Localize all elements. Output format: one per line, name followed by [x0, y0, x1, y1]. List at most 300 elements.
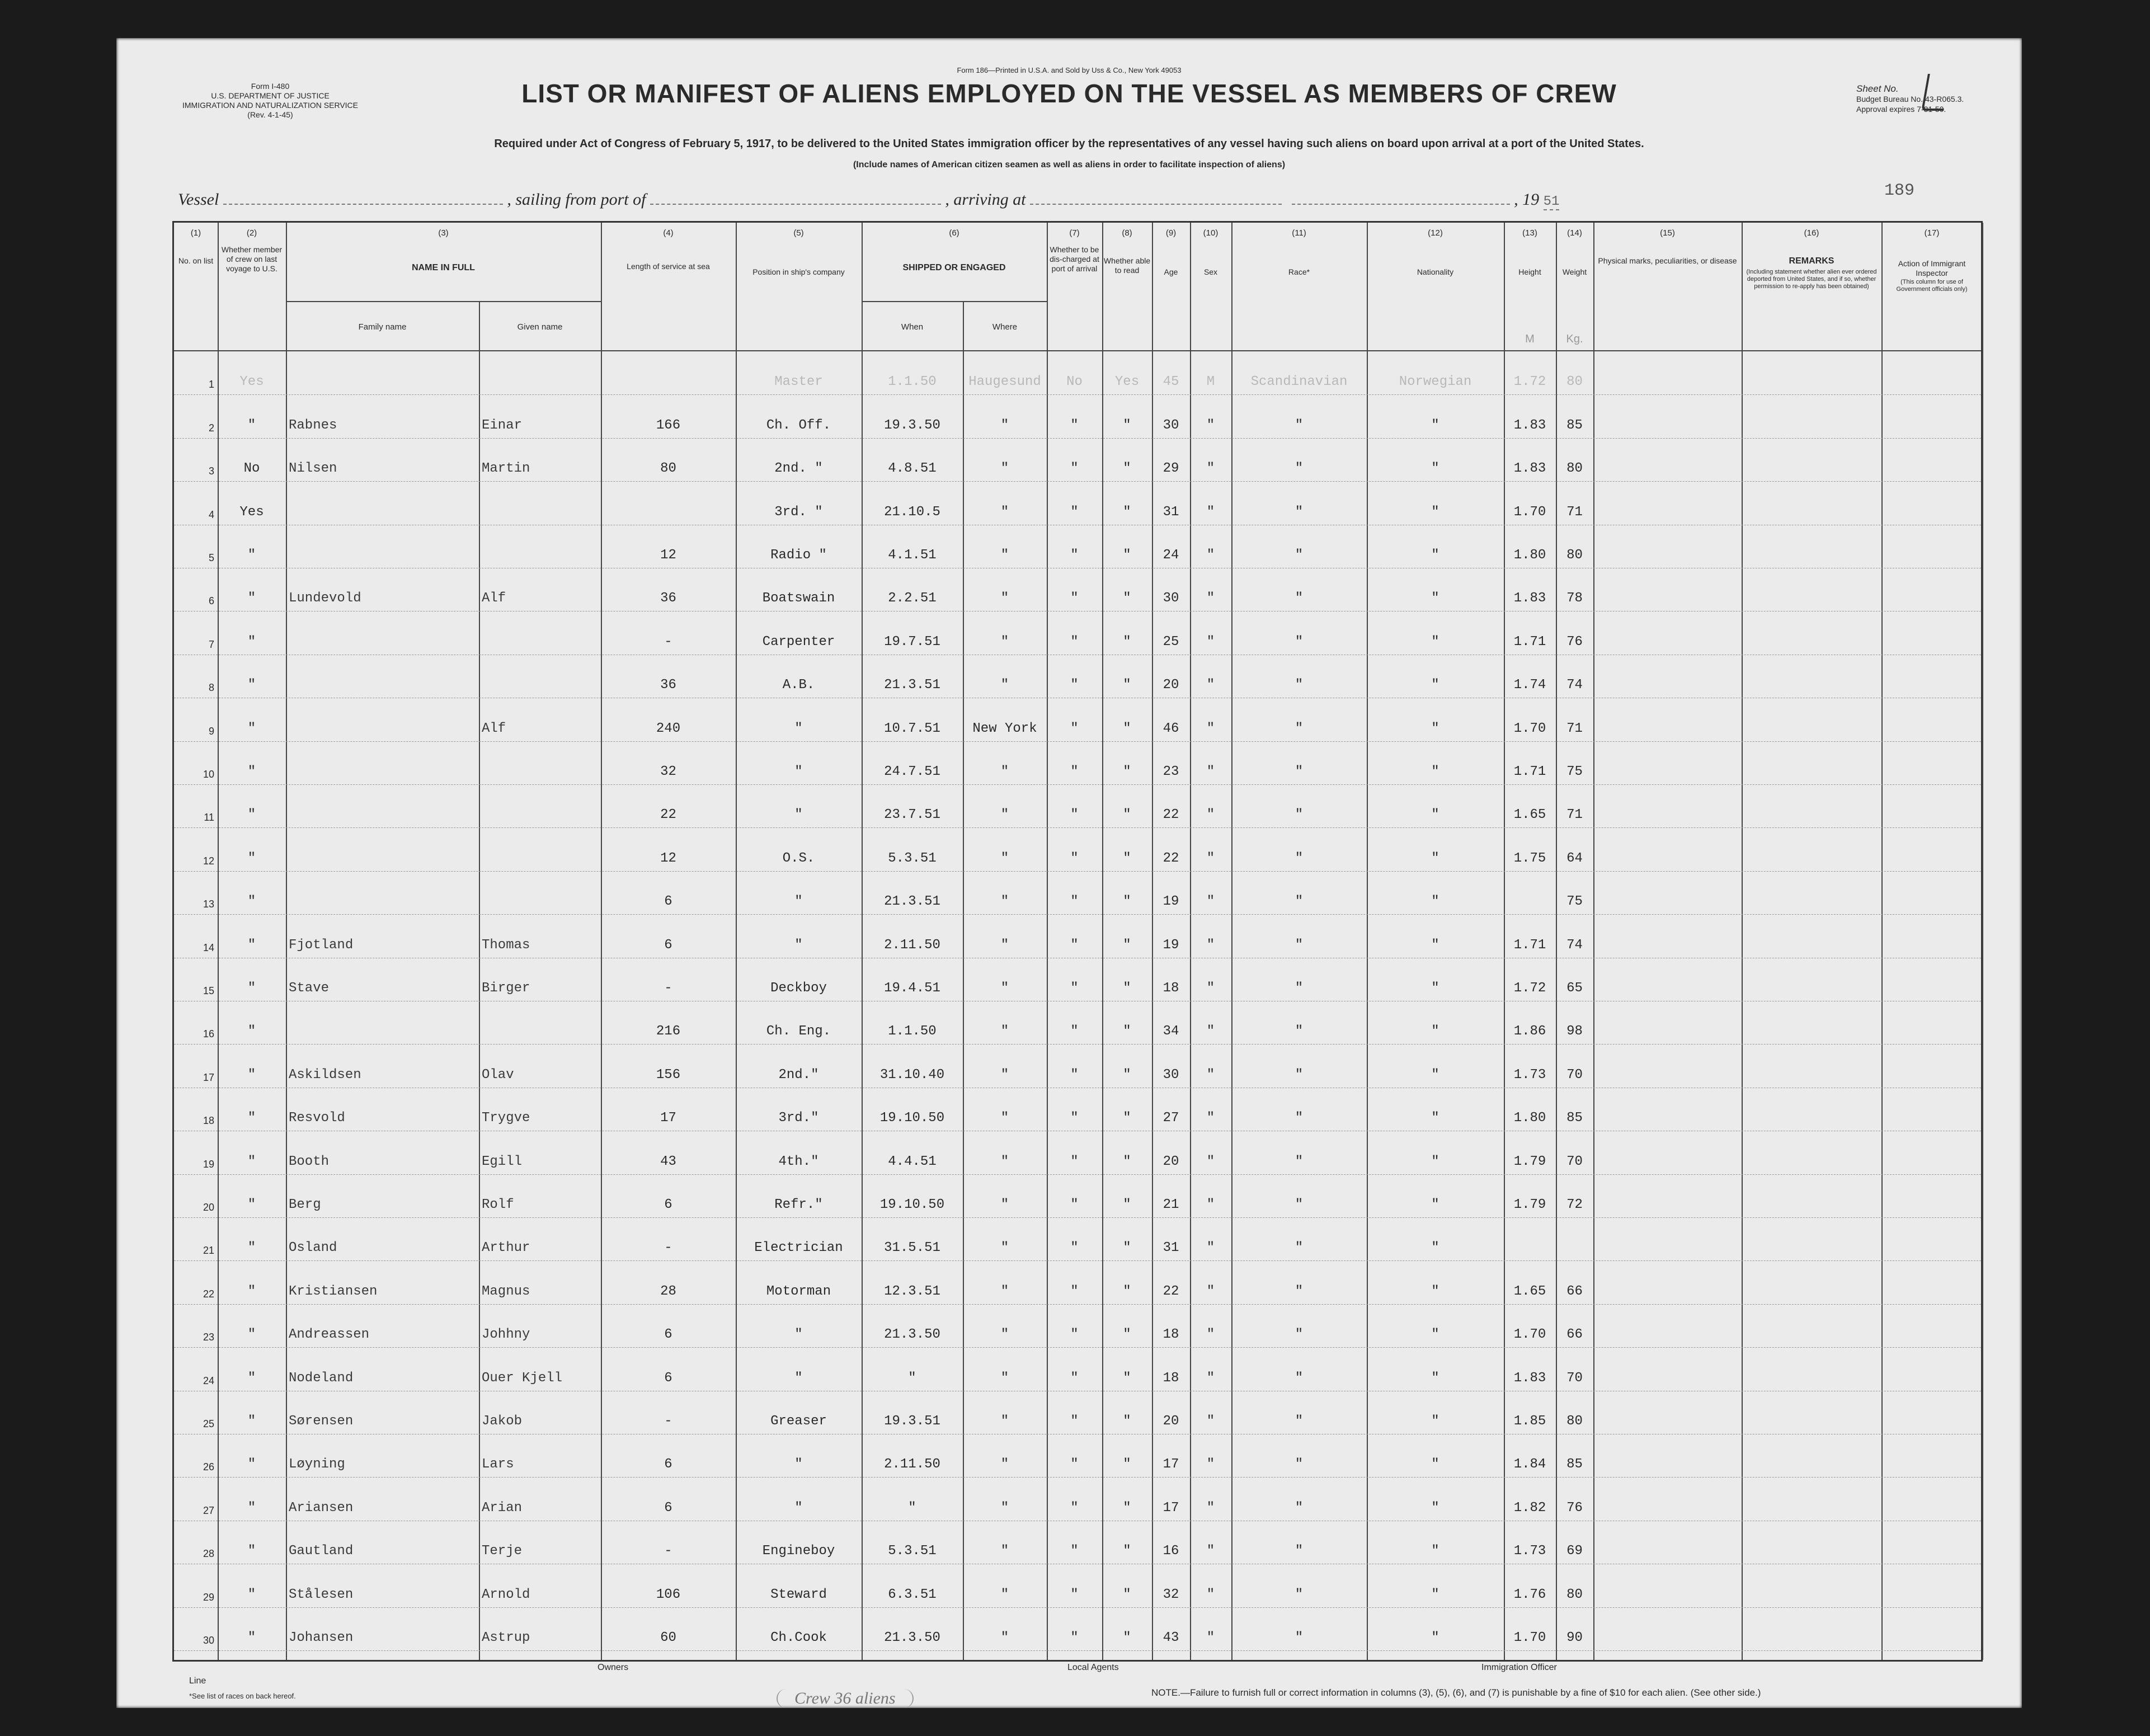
table-row: [174, 352, 1981, 396]
race-cell: ": [1295, 1630, 1304, 1645]
sex-cell: ": [1206, 678, 1215, 693]
col-crew-header: Whether member of crew on last voyage to U.S.: [221, 245, 283, 273]
service-cell: 43: [660, 1154, 676, 1169]
crew-cell: Yes: [239, 504, 264, 520]
row-rule: [174, 827, 1981, 828]
where-cell: ": [1000, 504, 1009, 520]
service-name: IMMIGRATION AND NATURALIZATION SERVICE: [182, 101, 358, 110]
column-number: (2): [246, 228, 257, 238]
height-cell: 1.74: [1513, 678, 1546, 693]
col-position-header: Position in ship's company: [752, 267, 845, 276]
row-rule: [174, 1607, 1981, 1608]
nationality-cell: ": [1431, 1457, 1439, 1472]
when-cell: 10.7.51: [884, 721, 940, 736]
table-row: [174, 656, 1981, 699]
crew-manifest-table: [172, 221, 1983, 1662]
read-cell: ": [1123, 721, 1131, 736]
nationality-cell: ": [1431, 1587, 1439, 1602]
col-height-header: Height: [1518, 267, 1541, 276]
row-rule: [174, 1304, 1981, 1305]
race-cell: ": [1295, 678, 1304, 693]
when-cell: 19.4.51: [884, 980, 940, 996]
col-age-header: Age: [1164, 267, 1178, 276]
given-name-cell: Egill: [482, 1154, 523, 1169]
pencil-annotation: Crew 36 aliens: [777, 1689, 914, 1708]
sex-cell: ": [1206, 1024, 1215, 1039]
weight-cell: 76: [1566, 634, 1583, 650]
sex-cell: ": [1206, 1197, 1215, 1212]
race-cell: ": [1295, 894, 1304, 910]
sex-cell: ": [1206, 504, 1215, 520]
height-cell: 1.83: [1513, 417, 1546, 433]
table-row: [174, 1262, 1981, 1305]
where-cell: ": [1000, 1457, 1009, 1472]
service-cell: 6: [664, 1197, 672, 1212]
line-number: 27: [203, 1504, 214, 1516]
line-number: 17: [203, 1071, 214, 1083]
read-cell: ": [1123, 1544, 1131, 1559]
race-cell: ": [1295, 937, 1304, 953]
read-cell: ": [1123, 1154, 1131, 1169]
sex-cell: ": [1206, 1587, 1215, 1602]
column-number: (13): [1522, 228, 1537, 238]
nationality-cell: ": [1431, 1370, 1439, 1386]
position-cell: Carpenter: [762, 634, 835, 650]
table-row: [174, 1435, 1981, 1478]
crew-cell: ": [247, 807, 256, 823]
inclusion-note: (Include names of American citizen seamen as well as aliens in order to facilitate inspection of aliens): [853, 160, 1286, 170]
read-cell: ": [1123, 937, 1131, 953]
position-cell: Ch. Eng.: [766, 1024, 831, 1039]
weight-cell: 78: [1566, 591, 1583, 606]
discharge-cell: ": [1070, 504, 1079, 520]
given-name-cell: Jakob: [482, 1413, 523, 1429]
row-rule: [174, 1650, 1981, 1651]
weight-unit: Kg.: [1566, 333, 1583, 345]
where-cell: ": [1000, 1111, 1009, 1126]
race-cell: ": [1295, 591, 1304, 606]
sex-cell: ": [1206, 417, 1215, 433]
sheet-number: 189: [1884, 181, 1915, 200]
service-cell: 166: [656, 417, 681, 433]
age-cell: 18: [1163, 1370, 1179, 1386]
table-row: [174, 959, 1981, 1002]
nationality-cell: ": [1431, 1500, 1439, 1516]
where-cell: ": [1000, 937, 1009, 953]
service-cell: 6: [664, 1500, 672, 1516]
read-cell: ": [1123, 1327, 1131, 1343]
weight-cell: 71: [1566, 721, 1583, 736]
family-name-cell: Sørensen: [289, 1413, 354, 1429]
sex-cell: ": [1206, 1630, 1215, 1645]
col-read-header: Whether able to read: [1103, 256, 1151, 275]
department-name: U.S. DEPARTMENT OF JUSTICE: [211, 91, 330, 100]
col-shipped-header: SHIPPED OR ENGAGED: [902, 263, 1006, 272]
form-footer: [172, 1659, 1983, 1704]
weight-cell: 75: [1566, 894, 1583, 910]
table-row: [174, 1132, 1981, 1175]
nationality-cell: ": [1431, 1283, 1439, 1299]
discharge-cell: ": [1070, 461, 1079, 477]
table-row: [174, 1608, 1981, 1652]
nationality-cell: ": [1431, 461, 1439, 477]
requirement-statement: Required under Act of Congress of February 5, 1917, to be delivered to the United States immigration officer by the representatives of any vessel having such aliens on board upon arrival at a port of the United States.: [494, 138, 1644, 150]
height-cell: 1.73: [1513, 1067, 1546, 1083]
crew-cell: ": [247, 1457, 256, 1472]
sex-cell: ": [1206, 1500, 1215, 1516]
when-cell: 19.10.50: [879, 1197, 945, 1212]
table-row: [174, 1002, 1981, 1045]
subheader-rule: [862, 301, 1047, 302]
nationality-cell: ": [1431, 1327, 1439, 1343]
line-number: 19: [203, 1158, 214, 1170]
owners-label: Owners: [598, 1663, 629, 1672]
weight-cell: 74: [1566, 937, 1583, 953]
sex-cell: ": [1206, 1413, 1215, 1429]
sex-cell: ": [1206, 850, 1215, 866]
service-cell: 32: [660, 764, 676, 779]
given-name-cell: Olav: [482, 1067, 514, 1083]
sex-cell: ": [1206, 591, 1215, 606]
sex-cell: ": [1206, 937, 1215, 953]
line-label: Line: [189, 1676, 206, 1686]
height-cell: 1.71: [1513, 634, 1546, 650]
given-name-cell: Rolf: [482, 1197, 514, 1212]
position-cell: Ch.Cook: [770, 1630, 827, 1645]
service-cell: 240: [656, 721, 681, 736]
service-cell: 12: [660, 850, 676, 866]
where-cell: ": [1000, 894, 1009, 910]
position-cell: 3rd.": [778, 1111, 819, 1126]
read-cell: ": [1123, 678, 1131, 693]
discharge-cell: ": [1070, 1067, 1079, 1083]
height-cell: 1.82: [1513, 1500, 1546, 1516]
line-number: 10: [203, 768, 214, 780]
weight-cell: 75: [1566, 764, 1583, 779]
column-number: (15): [1660, 228, 1675, 238]
age-cell: 20: [1163, 1154, 1179, 1169]
line-number: 12: [203, 855, 214, 867]
age-cell: 30: [1163, 591, 1179, 606]
table-row: [174, 612, 1981, 655]
nationality-cell: ": [1431, 1630, 1439, 1645]
table-row: [174, 829, 1981, 872]
service-cell: 12: [660, 547, 676, 563]
discharge-cell: ": [1070, 980, 1079, 996]
given-name-cell: Thomas: [482, 937, 530, 953]
given-name-cell: Arian: [482, 1500, 523, 1516]
race-cell: ": [1295, 1413, 1304, 1429]
discharge-cell: ": [1070, 1240, 1079, 1256]
where-cell: ": [1000, 1067, 1009, 1083]
vessel-line: [178, 189, 1559, 209]
where-cell: ": [1000, 1500, 1009, 1516]
weight-cell: 66: [1566, 1283, 1583, 1299]
read-cell: ": [1123, 807, 1131, 823]
read-cell: ": [1123, 764, 1131, 779]
line-number: 21: [203, 1245, 214, 1257]
crew-cell: ": [247, 591, 256, 606]
age-cell: 20: [1163, 1413, 1179, 1429]
when-cell: 21.3.50: [884, 1630, 940, 1645]
service-cell: 36: [660, 678, 676, 693]
position-cell: Deckboy: [770, 980, 827, 996]
position-cell: 3rd. ": [774, 504, 823, 520]
table-row: [174, 569, 1981, 612]
discharge-cell: ": [1070, 591, 1079, 606]
discharge-cell: ": [1070, 1111, 1079, 1126]
read-cell: Yes: [1114, 374, 1140, 390]
service-cell: -: [664, 1413, 672, 1429]
col-family-header: Family name: [358, 322, 407, 332]
age-cell: 46: [1163, 721, 1179, 736]
when-cell: 23.7.51: [884, 807, 940, 823]
when-cell: ": [908, 1500, 916, 1516]
read-cell: ": [1123, 1197, 1131, 1212]
position-cell: ": [794, 1500, 803, 1516]
where-cell: ": [1000, 1630, 1009, 1645]
sex-cell: ": [1206, 1457, 1215, 1472]
age-cell: 30: [1163, 1067, 1179, 1083]
nationality-cell: ": [1431, 1067, 1439, 1083]
when-cell: 21.3.51: [884, 678, 940, 693]
age-cell: 22: [1163, 850, 1179, 866]
discharge-cell: ": [1070, 894, 1079, 910]
where-cell: ": [1000, 1197, 1009, 1212]
race-cell: ": [1295, 1370, 1304, 1386]
table-row: [174, 872, 1981, 915]
nationality-cell: ": [1431, 547, 1439, 563]
crew-cell: ": [247, 764, 256, 779]
penalty-note: NOTE.—Failure to furnish full or correct information in columns (3), (5), (6), and (7) is punishable by a fine of $10 for each alien. (See other side.): [1151, 1687, 1761, 1698]
age-cell: 43: [1163, 1630, 1179, 1645]
col-when-header: When: [901, 322, 924, 332]
line-number: 5: [208, 552, 214, 563]
crew-cell: ": [247, 1197, 256, 1212]
vessel-field: [223, 189, 503, 205]
column-rule: [1982, 223, 1983, 1660]
race-cell: ": [1295, 1544, 1304, 1559]
weight-cell: 70: [1566, 1154, 1583, 1169]
where-cell: ": [1000, 634, 1009, 650]
crew-cell: ": [247, 1154, 256, 1169]
service-cell: -: [664, 980, 672, 996]
where-cell: ": [1000, 980, 1009, 996]
when-cell: 24.7.51: [884, 764, 940, 779]
given-name-cell: Lars: [482, 1457, 514, 1472]
family-name-cell: Nilsen: [289, 461, 337, 477]
table-row: [174, 1219, 1981, 1262]
race-cell: ": [1295, 1500, 1304, 1516]
race-cell: ": [1295, 980, 1304, 996]
table-row: [174, 742, 1981, 785]
discharge-cell: ": [1070, 678, 1079, 693]
race-cell: ": [1295, 504, 1304, 520]
crew-cell: ": [247, 1630, 256, 1645]
when-cell: 4.4.51: [888, 1154, 937, 1169]
given-name-cell: Arnold: [482, 1587, 530, 1602]
sex-cell: ": [1206, 721, 1215, 736]
column-number: (17): [1924, 228, 1940, 238]
age-cell: 31: [1163, 1240, 1179, 1256]
crew-cell: ": [247, 547, 256, 563]
column-number: (14): [1567, 228, 1582, 238]
when-cell: 5.3.51: [888, 850, 937, 866]
height-cell: 1.71: [1513, 764, 1546, 779]
line-number: 25: [203, 1418, 214, 1429]
where-cell: ": [1000, 1024, 1009, 1039]
row-rule: [174, 481, 1981, 482]
service-cell: 6: [664, 894, 672, 910]
where-cell: ": [1000, 807, 1009, 823]
age-cell: 18: [1163, 1327, 1179, 1343]
line-number: 18: [203, 1115, 214, 1127]
family-name-cell: Berg: [289, 1197, 321, 1212]
read-cell: ": [1123, 1370, 1131, 1386]
nationality-cell: ": [1431, 807, 1439, 823]
weight-cell: 98: [1566, 1024, 1583, 1039]
position-cell: A.B.: [782, 678, 815, 693]
weight-cell: 72: [1566, 1197, 1583, 1212]
age-cell: 32: [1163, 1587, 1179, 1602]
crew-cell: ": [247, 1111, 256, 1126]
family-name-cell: Stålesen: [289, 1587, 354, 1602]
crew-cell: ": [247, 1544, 256, 1559]
crew-cell: ": [247, 1587, 256, 1602]
family-name-cell: Osland: [289, 1240, 337, 1256]
race-cell: ": [1295, 764, 1304, 779]
discharge-cell: ": [1070, 1544, 1079, 1559]
service-cell: 17: [660, 1111, 676, 1126]
family-name-cell: Rabnes: [289, 417, 337, 433]
given-name-cell: Arthur: [482, 1240, 530, 1256]
race-cell: ": [1295, 1457, 1304, 1472]
weight-cell: 64: [1566, 850, 1583, 866]
col-physical-header: Physical marks, peculiarities, or disease: [1598, 256, 1737, 265]
service-cell: 6: [664, 937, 672, 953]
age-cell: 23: [1163, 764, 1179, 779]
height-cell: 1.83: [1513, 461, 1546, 477]
arrival-port-field: [1030, 189, 1282, 205]
weight-cell: 76: [1566, 1500, 1583, 1516]
column-number: (3): [438, 228, 449, 238]
when-cell: 19.10.50: [879, 1111, 945, 1126]
crew-cell: ": [247, 850, 256, 866]
position-cell: ": [794, 721, 803, 736]
nationality-cell: ": [1431, 417, 1439, 433]
race-cell: ": [1295, 1587, 1304, 1602]
column-number: (8): [1122, 228, 1132, 238]
table-row: [174, 439, 1981, 482]
service-cell: 60: [660, 1630, 676, 1645]
nationality-cell: ": [1431, 1413, 1439, 1429]
service-cell: -: [664, 634, 672, 650]
read-cell: ": [1123, 1587, 1131, 1602]
height-cell: 1.75: [1513, 850, 1546, 866]
age-cell: 16: [1163, 1544, 1179, 1559]
race-cell: ": [1295, 547, 1304, 563]
column-number: (6): [949, 228, 959, 238]
given-name-cell: Martin: [482, 461, 530, 477]
crew-cell: ": [247, 634, 256, 650]
col-action-note: (This column for use of Government officials only): [1896, 279, 1968, 293]
service-cell: -: [664, 1240, 672, 1256]
discharge-cell: ": [1070, 1370, 1079, 1386]
where-cell: ": [1000, 1327, 1009, 1343]
row-rule: [174, 784, 1981, 785]
paper-sheet: [116, 38, 2022, 1708]
weight-cell: 80: [1566, 461, 1583, 477]
service-cell: 6: [664, 1457, 672, 1472]
where-cell: ": [1000, 764, 1009, 779]
sex-cell: ": [1206, 1370, 1215, 1386]
read-cell: ": [1123, 634, 1131, 650]
height-cell: 1.79: [1513, 1154, 1546, 1169]
when-cell: 2.11.50: [884, 937, 940, 953]
race-cell: ": [1295, 1240, 1304, 1256]
discharge-cell: ": [1070, 1197, 1079, 1212]
revision-date: (Rev. 4-1-45): [247, 110, 293, 119]
page-title: LIST OR MANIFEST OF ALIENS EMPLOYED ON THE VESSEL AS MEMBERS OF CREW: [521, 79, 1617, 108]
sex-cell: ": [1206, 894, 1215, 910]
weight-cell: 80: [1566, 547, 1583, 563]
when-cell: 5.3.51: [888, 1544, 937, 1559]
when-cell: 21.3.50: [884, 1327, 940, 1343]
table-row: [174, 526, 1981, 569]
read-cell: ": [1123, 504, 1131, 520]
height-cell: 1.73: [1513, 1544, 1546, 1559]
height-cell: 1.72: [1513, 980, 1546, 996]
when-cell: 1.1.50: [888, 1024, 937, 1039]
height-cell: 1.80: [1513, 547, 1546, 563]
nationality-cell: ": [1431, 1240, 1439, 1256]
age-cell: 45: [1163, 374, 1179, 390]
nationality-cell: ": [1431, 764, 1439, 779]
age-cell: 17: [1163, 1500, 1179, 1516]
table-row: [174, 785, 1981, 829]
column-number: (12): [1428, 228, 1443, 238]
row-rule: [174, 741, 1981, 742]
height-unit: M: [1525, 333, 1535, 345]
given-name-cell: Johhny: [482, 1327, 530, 1343]
row-rule: [174, 1217, 1981, 1218]
discharge-cell: ": [1070, 937, 1079, 953]
line-number: 8: [208, 682, 214, 694]
arriving-label: , arriving at: [945, 190, 1026, 209]
column-number: (1): [190, 228, 201, 238]
sex-cell: ": [1206, 461, 1215, 477]
sex-cell: ": [1206, 980, 1215, 996]
table-row: [174, 1045, 1981, 1088]
discharge-cell: ": [1070, 547, 1079, 563]
crew-cell: ": [247, 1024, 256, 1039]
weight-cell: 90: [1566, 1630, 1583, 1645]
sex-cell: M: [1206, 374, 1215, 390]
weight-cell: 74: [1566, 678, 1583, 693]
col-remarks-note: (Including statement whether alien ever ordered deported from United States, and if so, whether permission to re-apply has been obtained): [1746, 269, 1877, 290]
weight-cell: 80: [1566, 1413, 1583, 1429]
approval-expiry: Approval expires 7-31-50.: [1856, 105, 1946, 114]
when-cell: 19.3.50: [884, 417, 940, 433]
column-number: (10): [1203, 228, 1219, 238]
where-cell: ": [1000, 1283, 1009, 1299]
table-row: [174, 1392, 1981, 1435]
read-cell: ": [1123, 417, 1131, 433]
row-rule: [174, 914, 1981, 915]
crew-cell: ": [247, 980, 256, 996]
table-row: [174, 1478, 1981, 1521]
header-rule: [174, 350, 1981, 351]
